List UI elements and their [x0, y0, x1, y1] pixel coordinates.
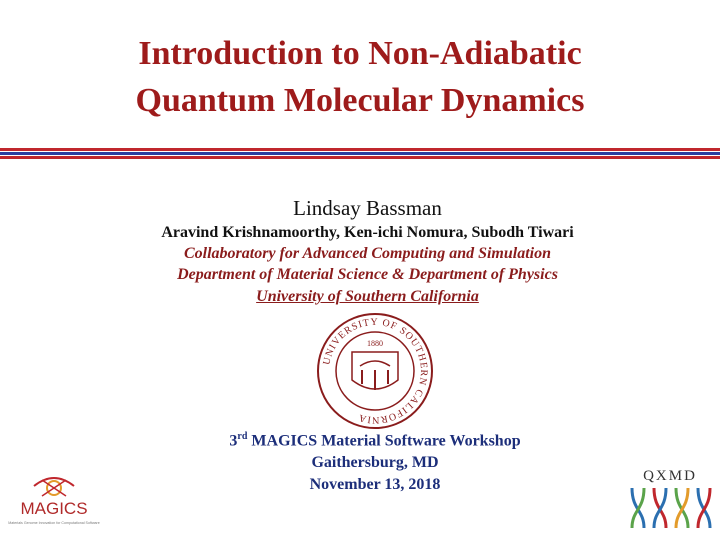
presenter-name: Lindsay Bassman [293, 196, 442, 220]
divider-red-bottom [0, 156, 720, 159]
qxmd-logo [624, 466, 716, 532]
workshop-title [0, 431, 720, 450]
workshop-date: November 13, 2018 [309, 476, 441, 493]
title-line-2: Quantum Molecular Dynamics [135, 82, 585, 119]
divider-red-top [0, 148, 720, 151]
divider-blue [0, 152, 720, 155]
seal-year: 1880 [367, 339, 383, 348]
affiliation-university: University of Southern California [256, 288, 479, 305]
slide-title [0, 30, 720, 124]
workshop-name: MAGICS Material Software Workshop [251, 432, 521, 450]
workshop-location: Gaithersburg, MD [311, 454, 439, 471]
magics-logo [8, 466, 100, 534]
workshop-ordinal-suffix: rd [237, 431, 248, 442]
workshop-ordinal-number: 3 [229, 432, 238, 450]
magics-logo-text: MAGICS [20, 499, 88, 518]
coauthor-list: Aravind Krishnamoorthy, Ken-ichi Nomura, Subodh Tiwari [161, 224, 574, 241]
title-line-1: Introduction to Non-Adiabatic [138, 35, 582, 72]
affiliation-collaboratory: Collaboratory for Advanced Computing and Simulation [183, 245, 552, 262]
magics-logo-tagline: Materials Genome Innovation for Computational Software [8, 521, 100, 525]
usc-seal-logo [316, 312, 434, 430]
seal-ring-text: UNIVERSITY OF SOUTHERN CALIFORNIA [321, 316, 430, 426]
qxmd-logo-text: QXMD [643, 468, 697, 484]
affiliation-department: Department of Material Science & Department of Physics [177, 266, 558, 283]
